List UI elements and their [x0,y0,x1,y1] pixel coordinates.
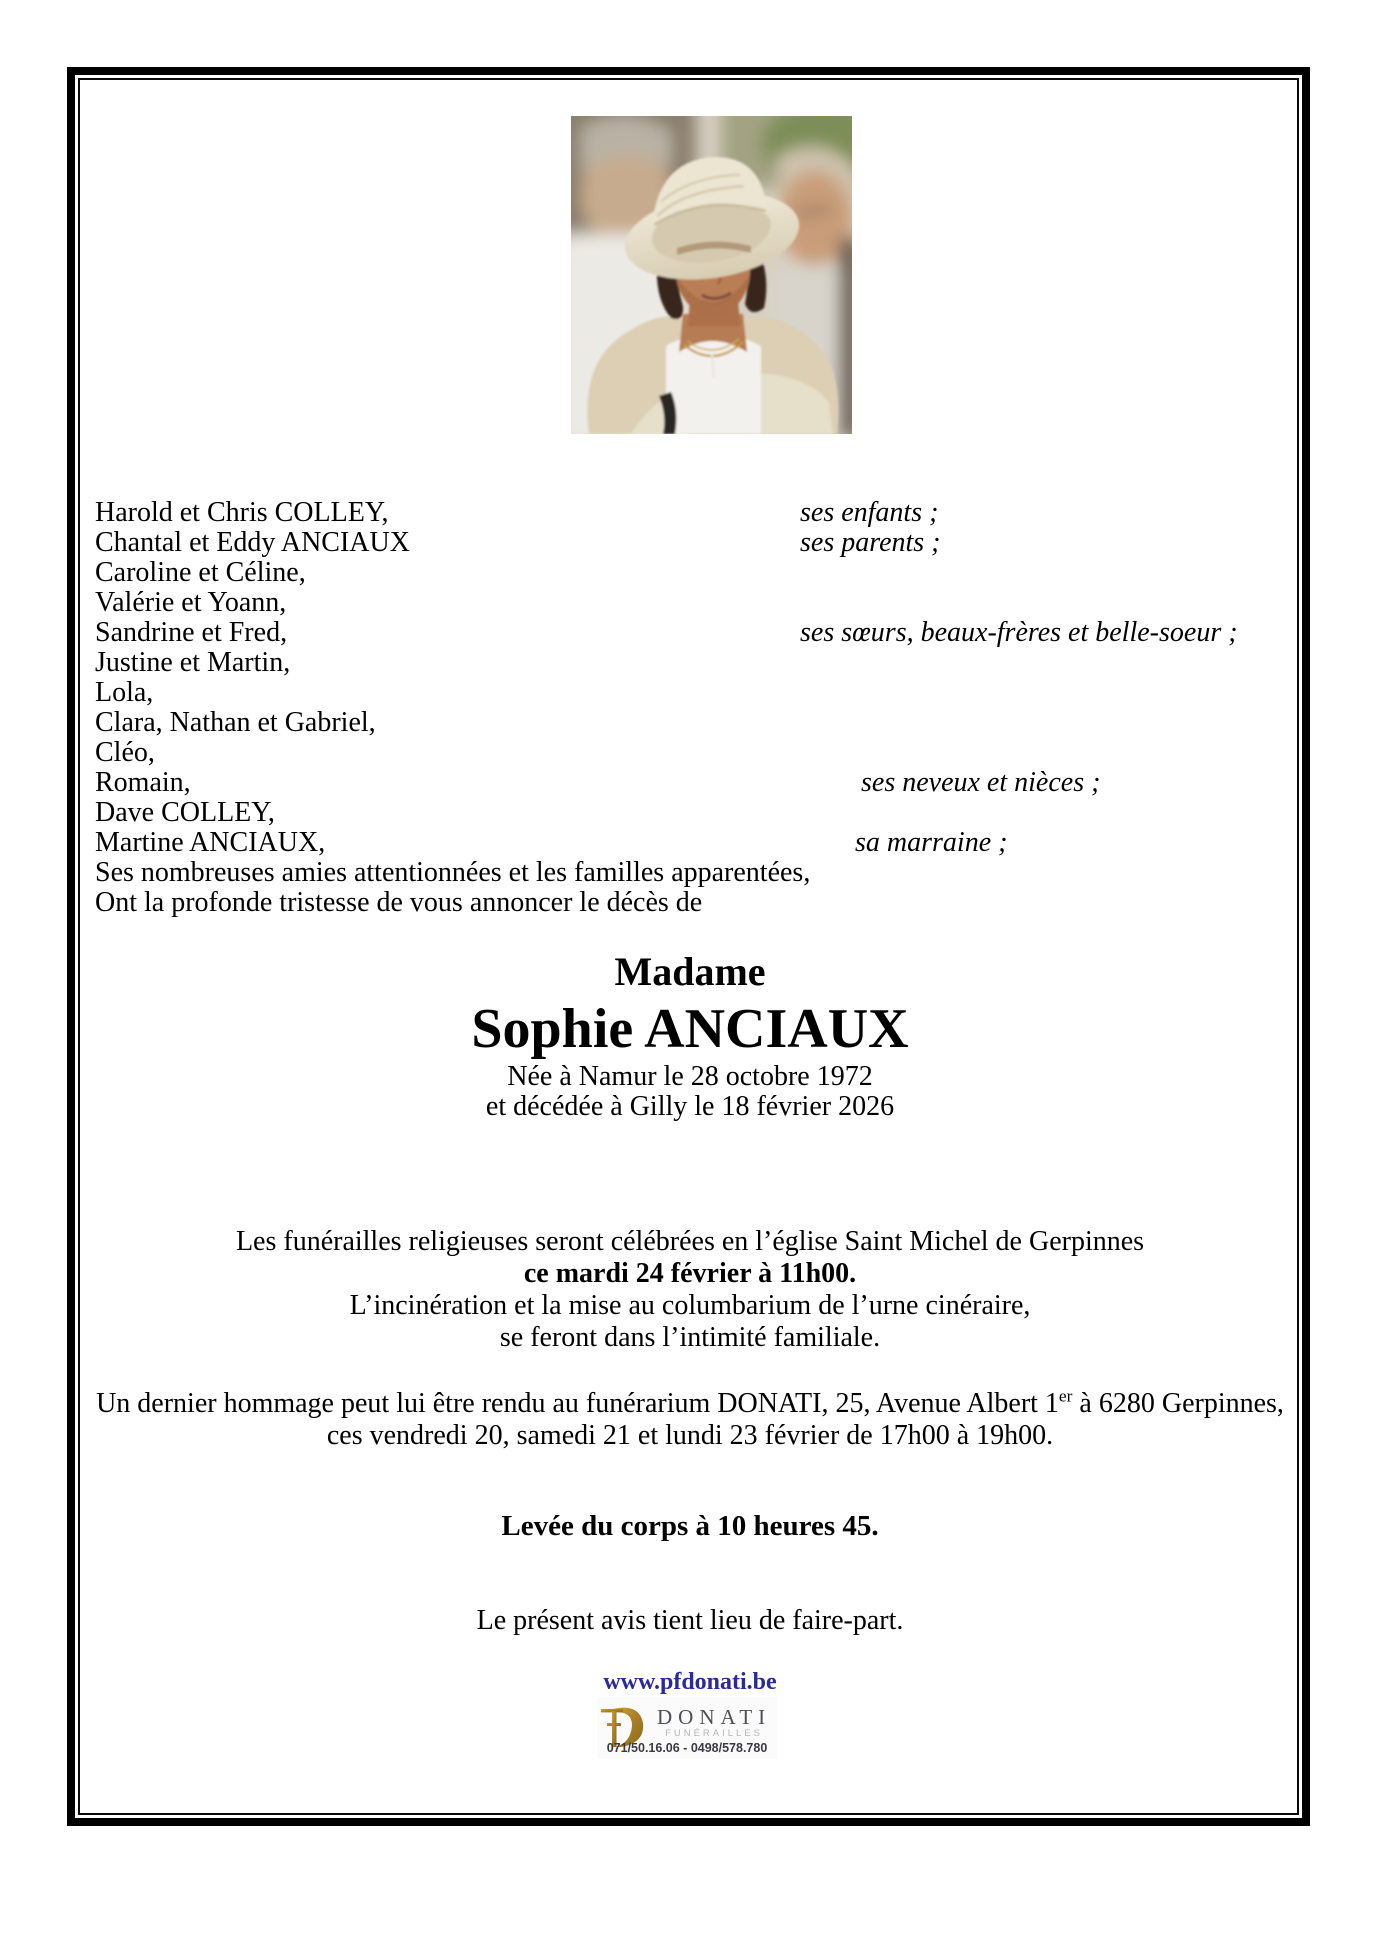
portrait-photo-illustration [571,116,852,434]
family-line [95,648,1225,678]
family-line [95,678,1225,708]
brand-name: DONATI [657,1705,772,1729]
family-relation: ses parents ; [800,527,941,558]
family-line [95,617,1238,648]
family-relation: ses enfants ; [800,497,939,528]
announcement-line: Ses nombreuses amies attentionnées et les familles apparentées, [95,857,811,888]
family-name: Lola, [95,677,154,708]
family-line [95,558,1225,588]
tribute-line-1: Un dernier hommage peut lui être rendu au funérarium DONATI, 25, Avenue Albert 1er à 6280 Gerpinnes, [96,1386,1284,1419]
website-text[interactable]: www.pfdonati.be [603,1669,777,1695]
birth-line: Née à Namur le 28 octobre 1972 [507,1061,873,1092]
family-name: Martine ANCIAUX, [95,827,326,858]
donati-logo [597,1697,777,1759]
family-line [95,588,1225,618]
phone-numbers: 071/50.16.06 - 0498/578.780 [606,1741,768,1755]
death-line: et décédée à Gilly le 18 février 2026 [485,1091,895,1122]
family-name: Cléo, [95,737,155,768]
family-name: Caroline et Céline, [95,557,306,588]
family-name: Romain, [95,767,191,798]
ordinal-superscript: er [1058,1386,1073,1406]
family-relation: ses sœurs, beaux-frères et belle-soeur ; [800,617,1238,648]
family-line [95,738,1225,768]
funeral-home-website-link[interactable] [77,1668,1303,1696]
family-line [95,798,1225,828]
deceased-name: Sophie ANCIAUX [471,998,909,1060]
announcement-line: Ont la profonde tristesse de vous annoncer le décès de [95,887,703,918]
family-names-list [95,497,1238,918]
family-name: Dave COLLEY, [95,797,275,828]
family-line [95,498,1225,528]
family-relation: ses neveux et nièces ; [861,767,1101,798]
ceremony-line-4: se feront dans l’intimité familiale. [499,1322,881,1353]
civility-title: Madame [614,949,766,994]
family-name: Justine et Martin, [95,647,291,678]
levee-du-corps-line: Levée du corps à 10 heures 45. [501,1510,879,1542]
family-name: Chantal et Eddy ANCIAUX [95,527,410,558]
family-line [95,828,1225,858]
family-line [95,528,1225,558]
brand-subtitle: FUNÉRAILLES [665,1728,763,1739]
family-name: Harold et Chris COLLEY, [95,497,389,528]
faire-part-notice: Le présent avis tient lieu de faire-part. [476,1605,904,1636]
family-line [95,708,1225,738]
family-name: Clara, Nathan et Gabriel, [95,707,376,738]
ceremony-line-1: Les funérailles religieuses seront célébrées en l’église Saint Michel de Gerpinnes [235,1226,1145,1257]
tribute-line-2: ces vendredi 20, samedi 21 et lundi 23 février de 17h00 à 19h00. [326,1420,1054,1451]
ceremony-line-3: L’incinération et la mise au columbarium de l’urne cinéraire, [349,1290,1031,1321]
family-line [95,768,1225,798]
ceremony-details [77,1226,1303,1354]
ceremony-date-time: ce mardi 24 février à 11h00. [523,1258,857,1289]
tribute-details [77,1388,1303,1452]
family-name: Sandrine et Fred, [95,617,288,648]
portrait-photo [571,116,852,434]
family-name: Valérie et Yoann, [95,587,287,618]
family-relation: sa marraine ; [855,827,1008,858]
